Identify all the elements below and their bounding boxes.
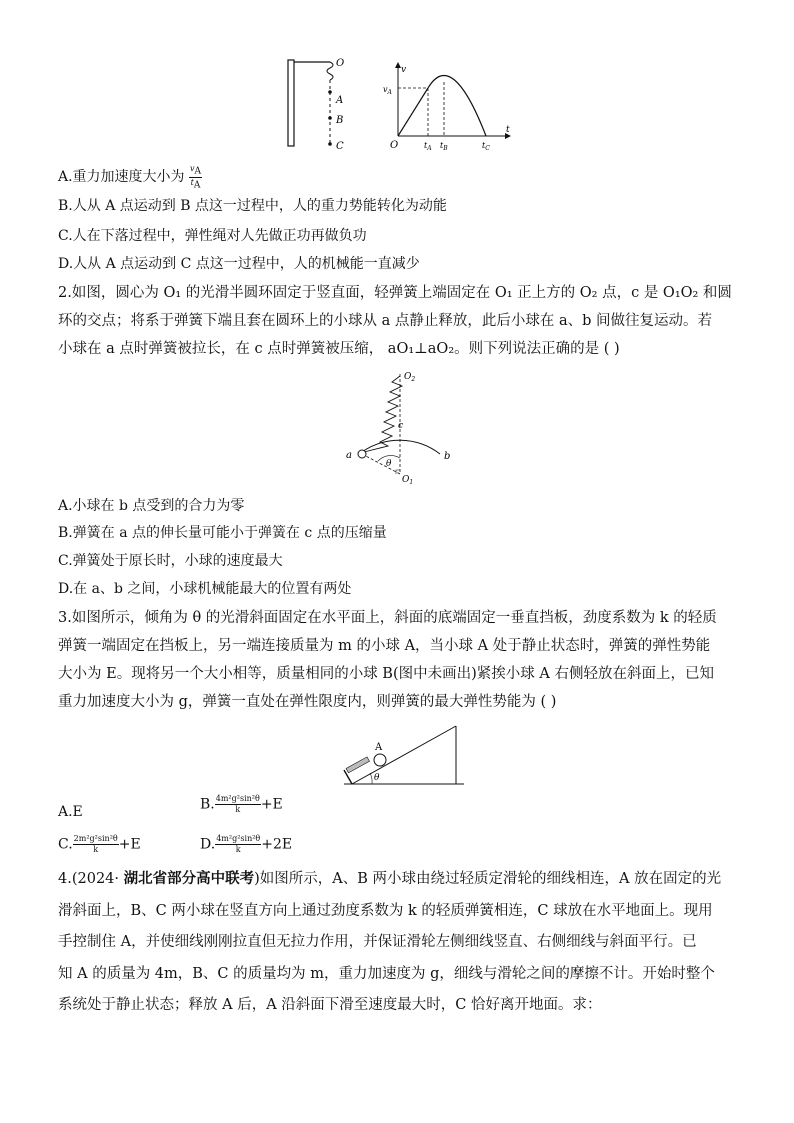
q3-stem-line-3: 大小为 E。现将另一个大小相等，质量相同的小球 B(图中未画出)紧挨小球 A 右侧轻放在斜面上，已知 (58, 666, 714, 682)
label-B: B (336, 115, 344, 126)
q4-stem-line-5: 系统处于静止状态；释放 A 后，A 沿斜面下滑至速度最大时，C 恰好离开地面。求： (58, 997, 602, 1013)
label-b: b (444, 451, 451, 462)
q3-option-b: B. $\frac{\text{4m²g²sin²θ}}{k}$ +E (200, 794, 283, 814)
q2-stem (58, 279, 738, 363)
q1-option-c: C.人在下落过程中，弹性绳对人先做正功再做负功 (58, 228, 367, 244)
tick-label-vA: $v_A$ (383, 85, 392, 96)
q4-stem-line-4: 知 A 的质量为 4m，B、C 的质量均为 m，重力加速度为 g，细线与滑轮之间的摩擦不计。开始时整个 (58, 965, 715, 982)
q4-stem-line-3: 手控制住 A，并使细线刚刚拉直但无拉力作用，并保证滑轮左侧细线竖直、右侧细线与斜面平行。已 (58, 934, 697, 950)
origin-label: O (390, 140, 399, 151)
axis-label-t: t (506, 125, 510, 135)
q1-option-a-fraction: $\frac{v_A}{t_A}$ (190, 164, 202, 191)
q2-option-d: D.在 a、b 之间，小球机械能最大的位置有两处 (58, 581, 352, 597)
label-theta: θ (386, 459, 392, 469)
q3-option-a: A.E (58, 804, 83, 820)
q3-stem-line-2: 弹簧一端固定在挡板上，另一端连接质量为 m 的小球 A，当小球 A 处于静止状态时，弹簧的弹性势能 (58, 638, 711, 654)
q2-stem-line-3: 小球在 a 点时弹簧被拉长，在 c 点时弹簧被压缩， aO₁⊥aO₂。则下列说法正确的是 ( ) (58, 341, 620, 357)
label-theta: θ (374, 773, 380, 783)
label-ball-A: A (375, 742, 383, 753)
label-O: O (336, 58, 345, 69)
label-a: a (346, 450, 352, 461)
figure-1 (280, 52, 520, 156)
label-O1: $O_1$ (402, 475, 414, 486)
q3-option-c-fraction: $\frac{\text{2m²g²sin²θ}}{k}$ (73, 834, 118, 854)
label-C: C (336, 141, 344, 152)
q2-stem-line-1: 2.如图，圆心为 O₁ 的光滑半圆环固定于竖直面，轻弹簧上端固定在 O₁ 正上方的 O₂ 点，c 是 O₁O₂ 和圆 (58, 285, 732, 301)
label-A: A (336, 95, 344, 106)
q3-option-b-fraction: $\frac{\text{4m²g²sin²θ}}{k}$ (215, 794, 260, 814)
q3-stem (58, 604, 738, 716)
q2-stem-line-2: 环的交点；将系于弹簧下端且套在圆环上的小球从 a 点静止释放，此后小球在 a、b 间做往复运动。若 (58, 313, 713, 329)
q1-option-d: D.人从 A 点运动到 C 点这一过程中，人的机械能一直减少 (58, 256, 420, 272)
label-c: c (398, 421, 404, 431)
v-t-graph (383, 62, 511, 152)
q3-option-d-fraction: $\frac{\text{4m²g²sin²θ}}{k}$ (216, 834, 261, 854)
q2-option-a: A.小球在 b 点受到的合力为零 (58, 498, 245, 514)
q1-option-a (58, 164, 202, 190)
bungee-diagram (288, 58, 344, 152)
tick-label-tA: $t_A$ (424, 141, 432, 152)
tick-label-tB: $t_B$ (440, 141, 448, 152)
q3-option-d: D. $\frac{\text{4m²g²sin²θ}}{k}$ +2E (200, 834, 293, 854)
q1-option-a-text: A.重力加速度大小为 (58, 169, 185, 186)
q2-figure (340, 366, 460, 488)
q4-stem-line-2: 滑斜面上，B、C 两小球在竖直方向上通过劲度系数为 k 的轻质弹簧相连，C 球放在水平地面上。现用 (58, 902, 713, 919)
q4-stem-line-1: 4.(2024· 湖北省部分高中联考)如图所示，A、B 两小球由绕过轻质定滑轮的细线相连，A 放在固定的光 (58, 871, 722, 887)
q1-option-b: B.人从 A 点运动到 B 点这一过程中，人的重力势能转化为动能 (58, 198, 447, 214)
q3-figure (336, 722, 468, 790)
q3-stem-line-1: 3.如图所示，倾角为 θ 的光滑斜面固定在水平面上，斜面的底端固定一垂直挡板，劲度系数为 k 的轻质 (58, 610, 717, 626)
q2-option-b: B.弹簧在 a 点的伸长量可能小于弹簧在 c 点的压缩量 (58, 525, 387, 541)
label-O2: $O_2$ (404, 372, 416, 383)
q3-option-c: C. $\frac{\text{2m²g²sin²θ}}{k}$ +E (58, 834, 141, 854)
q2-option-c: C.弹簧处于原长时，小球的速度最大 (58, 553, 283, 569)
q4-stem (58, 864, 738, 1022)
tick-label-tC: $t_C$ (482, 141, 490, 152)
q4-source: 湖北省部分高中联考 (123, 871, 255, 887)
axis-label-v: v (401, 65, 407, 75)
q3-stem-line-4: 重力加速度大小为 g，弹簧一直处在弹性限度内，则弹簧的最大弹性势能为 ( ) (58, 694, 557, 710)
